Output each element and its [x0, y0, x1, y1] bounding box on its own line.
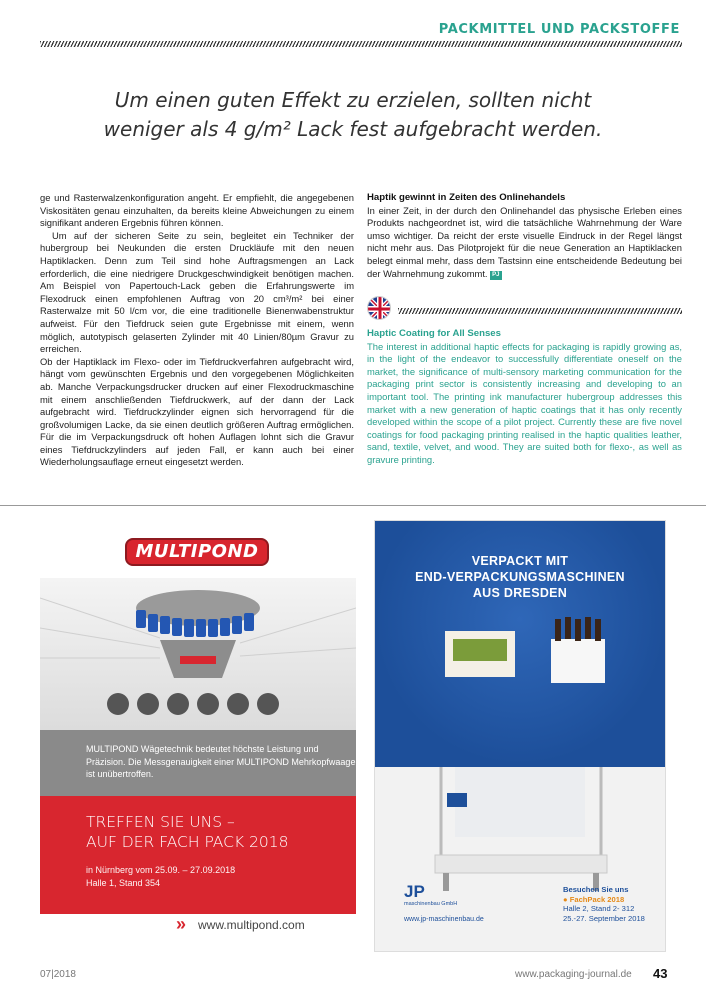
jp-website-link[interactable]: www.jp-maschinenbau.de: [404, 916, 484, 923]
end-mark: PJ: [492, 271, 500, 278]
jp-visit-info: [563, 885, 645, 923]
ad-divider: [0, 505, 706, 506]
jp-headline-3: AUS DRESDEN: [472, 586, 568, 600]
multipond-logo: MULTIPOND: [125, 538, 269, 566]
multipond-intro: [40, 730, 356, 796]
right-text-column: [367, 192, 682, 280]
visit-hall: Halle 2, Stand 2- 312: [563, 904, 635, 913]
multihead-weigher-image: [40, 578, 356, 730]
english-heading: Haptic Coating for All Senses: [367, 328, 501, 339]
paragraph: ge und Rasterwalzenkonfiguration angeht. Er empfiehlt, die angegebenen Viskositäten genau einzuhalten, da bereits kleine Abweichungen zu einem signifikant anderen Ergebnis führen können.: [40, 192, 354, 229]
jp-logo: JP: [404, 882, 425, 901]
paragraph: Ob der Haptiklack im Flexo- oder im Tiefdruckverfahren aufgebracht wird, hängt vom gewünschten Ergebnis und den vorgegebenen Möglichkeiten ab. Manche Verpackungsdrucker drucken auf einer Flexodruckmaschine mit einem anschließenden Tiefdruckwerk, auf der dann der Lack aufgebracht wird. Tiefdruckzylinder eignen sich hervorragend für die großvolumigen Lacke, da sie einen deutlich größeren Auftrag ermöglichen. Für die im Verpackungsdruck oft hohen Auflagen lohnt sich die Gravur eines Tiefdruckzylinders auf jeden Fall, er kann auch bei einer Wiederholungsauflage erneut eingesetzt werden.: [40, 355, 354, 468]
english-hatch-rule: [398, 308, 682, 314]
visit-fair-name: FachPack 2018: [569, 894, 625, 904]
left-text-column: [40, 192, 354, 469]
footer-website[interactable]: www.packaging-journal.de: [515, 969, 632, 980]
header-hatch-rule: [40, 41, 682, 47]
visit-title: Besuchen Sie uns: [563, 885, 629, 894]
page-number: 43: [653, 966, 668, 981]
section-label: PACKMITTEL UND PACKSTOFFE: [438, 22, 680, 37]
jp-machine-image: [375, 767, 665, 951]
multipond-website-link[interactable]: www.multipond.com: [198, 918, 305, 932]
english-summary: [367, 328, 682, 467]
visit-dates: 25.-27. September 2018: [563, 913, 645, 923]
subheading: Haptik gewinnt in Zeiten des Onlinehandels: [367, 192, 566, 203]
multipond-event-box: [40, 796, 356, 914]
uk-flag-icon: [367, 296, 391, 320]
pull-quote: Um einen guten Effekt zu erzielen, sollten nicht weniger als 4 g/m² Lack fest aufgebracht werden.: [103, 88, 603, 141]
jp-headline-1: VERPACKT MIT: [471, 554, 569, 568]
english-body: The interest in additional haptic effects for packaging is rapidly growing as, in the light of the endeavor to successfully differentiate oneself on the market, the significance of multi-sensory marketing communication for the packaging print sector is consistently increasing and developing to an important tool. The printing ink manufacturer hubergroup addresses this market with a new generation of haptic coatings that it has only recently developed within the scope of a pilot project. Currently these are five novel coatings for food packaging printing realised in the haptic qualities leather, sand, textile, velvet, and wood. They are suited both for flexo-, as well as gravure printing.: [367, 340, 682, 465]
paragraph: [367, 205, 682, 281]
intro-text: MULTIPOND Wägetechnik bedeutet höchste Leistung und Präzision. Die Messgenauigkeit einer MULTIPOND Mehrkopfwaage ist unübertroffen.: [86, 744, 356, 779]
paragraph-text: In einer Zeit, in der durch den Onlinehandel das physische Erleben eines Produkts nachgeordnet ist, wird die tatsächliche Wahrnehmung der Ware umso wichtiger. Da reicht der erste visuelle Eindruck in der Regel längst nicht mehr aus. Das Pilotprojekt für die neue Generation an Haptiklacken belegt einmal mehr, dass dem Tastsinn eine entscheidende Bedeutung bei der Wahrnehmung zukommt.: [367, 204, 682, 279]
jp-headline-2: END-VERPACKUNGSMASCHINEN: [415, 570, 625, 584]
paragraph: Um auf der sicheren Seite zu sein, begleitet ein Techniker der hubergroup bei Neukunden die ersten Druckläufe mit den neuen Haptiklacken. Denn zum Teil sind hohe Auftragsmengen an Lack erforderlich, die eine niedrigere Druckgeschwindigkeit benötigen machen. Am Beispiel von Papertouch-Lack geben die Erfahrungswerte im Flexodruck einen empfohlenen Auftrag von 20 cm³/m² bei einer Rasterwalze mit 50 l/cm vor, die eine traditionelle Bienenwabenstruktur aufweist. Für den Tiefdruck seien gute Ergebnisse mit einem, wenn möglich, autotypisch gelaserten Zylinder mit 40 Linien/80µm Gravur zu erreichen.: [40, 229, 354, 355]
event-headline-1: TREFFEN SIE UNS –: [86, 813, 235, 831]
event-headline-2: AUF DER FACH PACK 2018: [86, 833, 289, 851]
jp-headline: [375, 553, 665, 601]
chevron-right-icon: »: [176, 914, 187, 934]
event-stand: Halle 1, Stand 354: [86, 878, 161, 888]
jp-logo-subtitle: maschinenbau GmbH: [404, 901, 458, 907]
issue-number: 07|2018: [40, 969, 76, 980]
visit-fair: ● FachPack 2018: [563, 894, 625, 904]
event-dates: in Nürnberg vom 25.09. – 27.09.2018: [86, 865, 236, 875]
